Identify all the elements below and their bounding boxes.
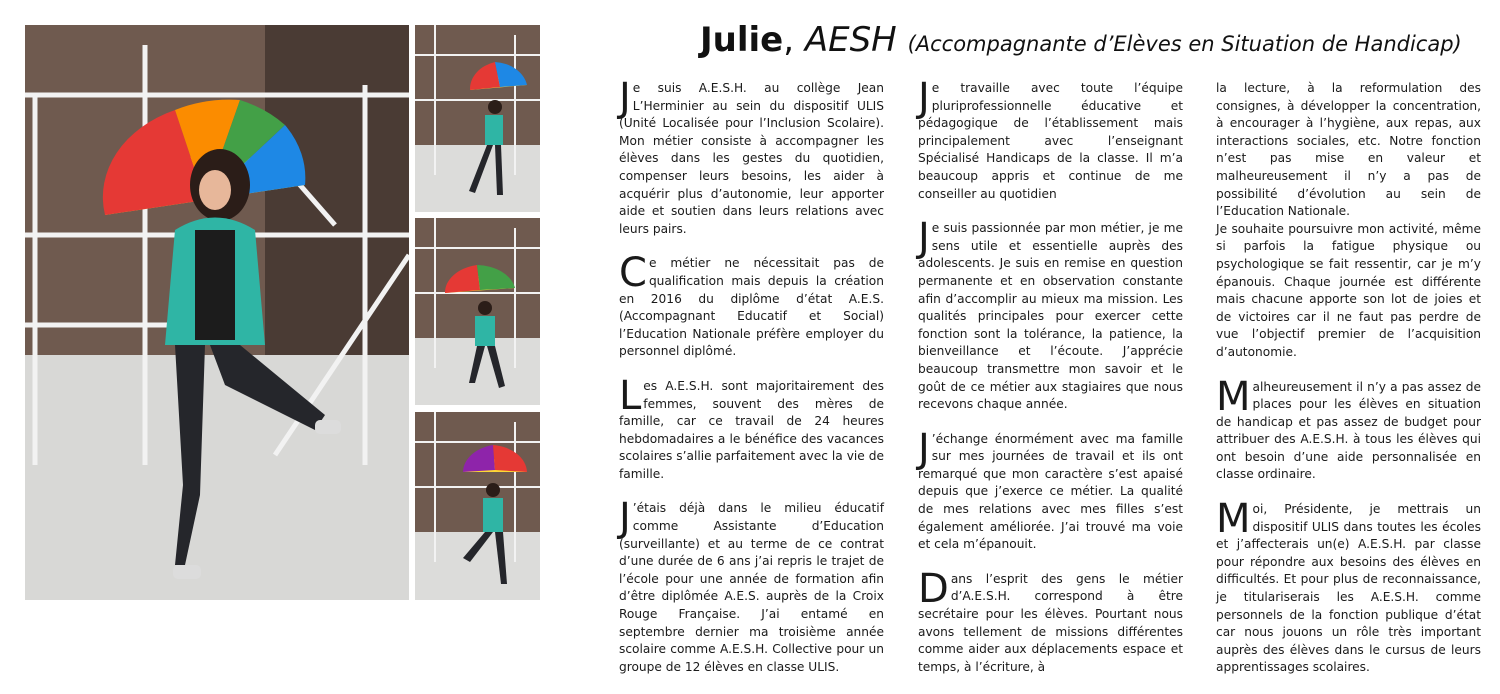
drop-cap: M (1216, 373, 1251, 420)
paragraph (1216, 221, 1481, 362)
text-column-2 (918, 75, 1183, 693)
thumbnail-photo-1 (415, 25, 540, 212)
drop-cap: J (619, 495, 631, 542)
page-title (700, 20, 1462, 64)
main-photo (25, 25, 409, 600)
photo-illustration (415, 25, 540, 212)
title-separator: , (783, 20, 805, 60)
paragraph-text: ans l’esprit des gens le métier d’A.E.S.H. correspond à être secrétaire pour les élèves. Pourtant nous avons tellement de missions différentes comme aider aux déplacements espace et temps, à l’écriture, à (918, 571, 1183, 674)
paragraph-text: e métier ne nécessitait pas de qualification mais depuis la création en 2016 du diplôme d’état A.E.S. (Accompagnant Educatif et Social) l’Education Nationale préfère employer du personnel diplômé. (619, 256, 884, 359)
thumbnail-photo-2 (415, 218, 540, 405)
photo-illustration (25, 25, 409, 600)
paragraph-text: la lecture, à la reformulation des consignes, à développer la concentration, à encourager à l’hygiène, aux repas, aux interactions sociales, etc. Notre fonction n’est pas mise en valeur et malheureusement il n’y a pas de possibilité d’évolution au sein de l’Education Nationale. (1216, 81, 1481, 219)
paragraph (1216, 373, 1481, 485)
drop-cap: M (1216, 496, 1251, 543)
title-expansion: (Accompagnante d’Elèves en Situation de Handicap) (907, 32, 1462, 56)
drop-cap: J (918, 215, 930, 262)
paragraph (619, 372, 884, 484)
drop-cap: L (619, 372, 642, 419)
paragraph (1216, 80, 1481, 221)
paragraph (918, 75, 1183, 203)
thumbnail-photo-3 (415, 412, 540, 600)
title-abbreviation: AESH (804, 20, 897, 60)
paragraph-text: alheureusement il n’y a pas assez de places pour les élèves en situation de handicap et pas assez de budget pour attribuer des A.E.S.H. à tous les élèves qui ont besoin d’une aide personnalisée en classe ordinaire. (1216, 379, 1481, 482)
drop-cap: J (619, 75, 631, 121)
paragraph-text: oi, Présidente, je mettrais un dispositif ULIS dans toutes les écoles et j’affecterais un(e) A.E.S.H. par classe pour répondre aux besoins des élèves en difficultés. Et pour plus de reconnaissance, je titulariserais les A.E.S.H. comme personnels de la fonction publique d’état car nous jouons un rôle très important auprès des élèves dans le cursus de leurs apprentissages scolaires. (1216, 502, 1481, 675)
paragraph (918, 565, 1183, 677)
paragraph (619, 495, 884, 676)
title-name: Julie (700, 20, 784, 60)
drop-cap: D (918, 565, 949, 612)
paragraph (918, 425, 1183, 554)
paragraph-text: ’échange énormément avec ma famille sur mes journées de travail et ils ont remarqué que mon caractère s’est apaisé depuis que j’exerce ce métier. La qualité de mes relations avec mes filles s’est également améliorée. J’ai trouvé ma voie et cela m’épanouit. (918, 431, 1183, 552)
photo-illustration (415, 218, 540, 405)
paragraph (1216, 496, 1481, 677)
photo-illustration (415, 412, 540, 600)
paragraph-text: es A.E.S.H. sont majoritairement des femmes, souvent des mères de famille, car ce travail de 24 heures hebdomadaires a le bénéfice des vacances scolaires s’allie parfaitement avec la vie de famille. (619, 378, 884, 481)
text-column-3 (1216, 80, 1481, 694)
text-column-1 (619, 75, 884, 693)
paragraph-text: e suis A.E.S.H. au collège Jean L’Herminier au sein du dispositif ULIS (Unité Localisée pour l’Inclusion Scolaire). Mon métier consiste à accompagner les élèves dans les gestes du quotidien, compenser leurs besoins, les aider à acquérir plus d’autonomie, leur apporter aide et soutien dans leurs relations avec leurs pairs. (619, 81, 884, 236)
paragraph (619, 250, 884, 361)
drop-cap: J (918, 425, 930, 472)
paragraph (918, 215, 1183, 414)
paragraph-text: Je souhaite poursuivre mon activité, même si parfois la fatigue physique ou psychologique se fait ressentir, car je m’y épanouis. Chaque journée est différente mais chacune apporte son lot de joies et de victoires car il ne faut pas perdre de vue l’objectif premier de l’acquisition d’autonomie. (1216, 221, 1481, 359)
paragraph-text: e travaille avec toute l’équipe pluriprofessionnelle éducative et pédagogique de l’établissement mais principalement avec l’enseignant Spécialisé Handicaps de la classe. Il m’a beaucoup appris et continue de me conseiller au quotidien (918, 81, 1183, 201)
paragraph-text: e suis passionnée par mon métier, je me sens utile et essentielle auprès des adolescents. Je suis en remise en question permanente et en observation constante afin d’accomplir au mieux ma mission. Les qualités principales pour exercer cette fonction sont la tolérance, la patience, la bienveillance et l’écoute. J’apprécie beaucoup transmettre mon savoir et le goût de ce métier aux stagiaires que nous recevons chaque année. (918, 221, 1183, 412)
drop-cap: J (918, 75, 930, 121)
drop-cap: C (619, 250, 647, 297)
paragraph-text: ’étais déjà dans le milieu éducatif comme Assistante d’Education (surveillante) et au terme de ce contrat d’une durée de 6 ans j’ai repris le trajet de l’école pour une année de formation afin d’être diplômée A.E.S. auprès de la Croix Rouge Française. J’ai entamé en septembre dernier ma troisième année scolaire comme A.E.S.H. Collective pour un groupe de 12 élèves en classe ULIS. (619, 501, 884, 674)
paragraph (619, 75, 884, 238)
